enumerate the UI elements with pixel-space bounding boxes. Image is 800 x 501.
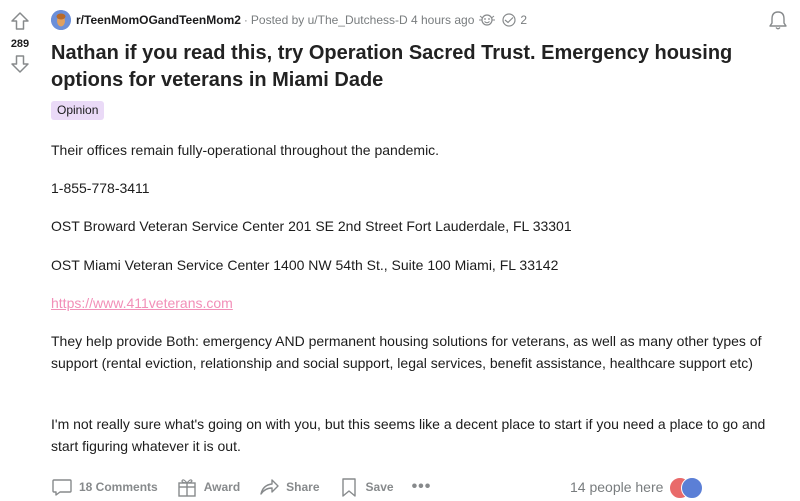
posted-by[interactable]: Posted by u/The_Dutchess-D 4 hours ago	[250, 13, 475, 27]
comment-icon	[51, 476, 73, 498]
more-options-button[interactable]: •••	[411, 478, 432, 495]
award-count: 2	[520, 13, 528, 27]
subreddit-link[interactable]: r/TeenMomOGandTeenMom2	[76, 13, 241, 27]
body-paragraph: They help provide Both: emergency AND permanent housing solutions for veterans, as well as many other types of support (rental eviction, relationship and social support, legal services, benefit assistance, healthcare support etc)	[51, 333, 762, 371]
upvote-icon	[10, 11, 30, 31]
save-label: Save	[365, 480, 394, 494]
phone-number: 1-855-778-3411	[51, 180, 150, 196]
award-button[interactable]	[176, 476, 240, 498]
gift-icon	[176, 476, 198, 498]
body-paragraph: I'm not really sure what's going on with you, but this seems like a decent place to start if you need a place to go and start figuring whatever it is out.	[51, 416, 766, 454]
share-label: Share	[286, 480, 320, 494]
subreddit-icon[interactable]	[51, 10, 71, 30]
meta-separator: ·	[243, 13, 248, 27]
presence-avatars	[669, 475, 709, 499]
comments-label: 18 Comments	[79, 480, 158, 494]
body-link-paragraph	[51, 292, 766, 314]
veterans-link[interactable]: https://www.411veterans.com	[51, 295, 233, 311]
post-title[interactable]: Nathan if you read this, try Operation Sacred Trust. Emergency housing options for veterans in Miami Dade	[51, 42, 733, 91]
downvote-icon	[10, 54, 30, 74]
post-actions	[51, 473, 449, 501]
notification-bell-button[interactable]	[767, 9, 789, 31]
bookmark-icon	[338, 476, 360, 498]
award-label: Award	[203, 480, 241, 494]
post-flair[interactable]: Opinion	[51, 101, 104, 120]
post-meta	[51, 8, 527, 32]
online-presence	[570, 475, 709, 499]
share-icon	[258, 476, 280, 498]
comments-button[interactable]	[51, 476, 158, 498]
body-paragraph: OST Miami Veteran Service Center 1400 NW 54th St., Suite 100 Miami, FL 33142	[51, 257, 559, 273]
award-helpful-icon[interactable]	[500, 12, 518, 28]
people-here-text: 14 people here	[570, 479, 664, 495]
save-button[interactable]	[338, 476, 394, 498]
vote-score: 289	[10, 38, 30, 50]
share-button[interactable]	[258, 476, 319, 498]
body-paragraph: Their offices remain fully-operational throughout the pandemic.	[51, 142, 440, 158]
avatar	[681, 477, 703, 499]
bell-icon	[767, 9, 789, 31]
upvote-button[interactable]	[9, 10, 31, 32]
vote-column	[0, 0, 40, 75]
award-wholesome-icon[interactable]	[478, 12, 496, 28]
subreddit-avatar-icon	[51, 10, 71, 30]
body-paragraph: OST Broward Veteran Service Center 201 SE 2nd Street Fort Lauderdale, FL 33301	[51, 218, 572, 234]
downvote-button[interactable]	[9, 53, 31, 75]
